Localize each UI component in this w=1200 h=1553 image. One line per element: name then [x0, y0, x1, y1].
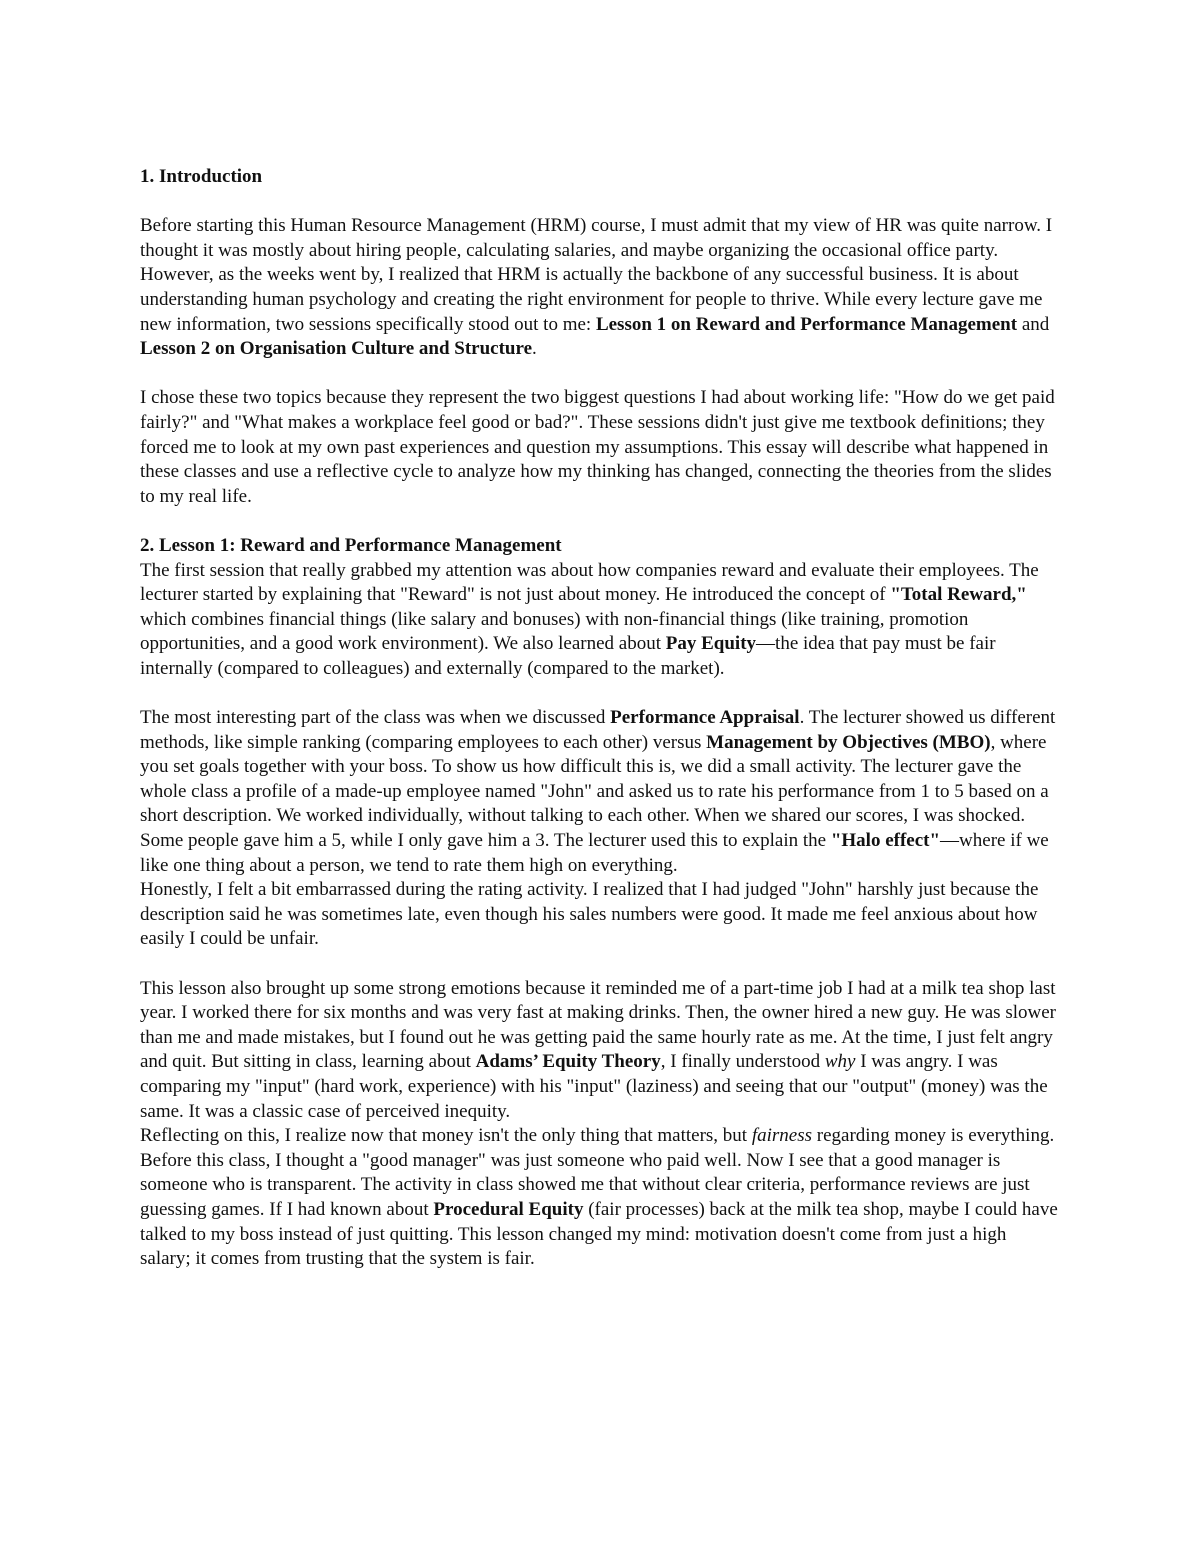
lesson1-paragraph-3: Honestly, I felt a bit embarrassed during the rating activity. I realized that I had judged "John" harshly just because the description said he was sometimes late, even though his sales numbers were good. It made me feel anxious about how easily I could be unfair.: [140, 879, 1039, 950]
spacer: [140, 509, 1060, 534]
text-run: , where you set goals together with your boss. To show us how difficult this is, we did a small activity. The lecturer gave the whole class a profile of a made-up employee named "John" and asked us to rate his performance from 1 to 5 based on a short description. We worked individually, without talking to each other. When we shared our scores, I was shocked. Some people gave him a 5, while I only gave him a 3. The lecturer used this to explain the: [140, 731, 1049, 852]
bold-mbo: Management by Objectives (MBO): [706, 731, 991, 753]
section-heading-introduction: 1. Introduction: [140, 166, 263, 187]
text-run: This lesson also brought up some strong emotions because it reminded me of a part-time job I had at a milk tea shop last year. I worked there for six months and was very fast at making drinks. Then, the owner hired a new guy. He was slower than me and made mistakes, but I found out he was getting paid the same hourly rate as me. At the time, I just felt angry and quit. But sitting in class, learning about: [140, 977, 1056, 1073]
text-run: which combines financial things (like salary and bonuses) with non-financial things (like training, promotion opportunities, and a good work environment). We also learned about: [140, 608, 969, 655]
bold-adams-equity-theory: Adams’ Equity Theory: [475, 1051, 661, 1073]
text-run: The first session that really grabbed my attention was about how companies reward and evaluate their employees. The lecturer started by explaining that "Reward" is not just about money. He introduced the concept of: [140, 559, 1039, 606]
text-run: —the idea that pay must be fair internally (compared to colleagues) and externally (compared to the market).: [140, 633, 996, 679]
text-run: —where if we like one thing about a person, we tend to rate them high on everything.: [140, 830, 1049, 876]
text-run: Reflecting on this, I realize now that money isn't the only thing that matters, but: [140, 1125, 752, 1147]
text-run: (fair processes) back at the milk tea shop, maybe I could have talked to my boss instead of just quitting. This lesson changed my mind: motivation doesn't come from just a high salary; it comes from trusting that the system is fair.: [140, 1198, 1058, 1270]
intro-paragraph-1: [140, 214, 1060, 362]
bold-halo-effect: "Halo effect": [830, 830, 941, 852]
text-run: .: [532, 338, 537, 360]
spacer: [140, 952, 1060, 977]
text-run: . The lecturer showed us different methods, like simple ranking (comparing employees to each other) versus: [140, 707, 1056, 753]
bold-performance-appraisal: Performance Appraisal: [610, 707, 800, 729]
intro-paragraph-2: I chose these two topics because they represent the two biggest questions I had about working life: "How do we get paid fairly?" and "What makes a workplace feel good or bad?". These sessions didn't just give me textbook definitions; they forced me to look at my own past experiences and question my assumptions. This essay will describe what happened in these classes and use a reflective cycle to analyze how my thinking has changed, connecting the theories from the slides to my real life.: [140, 387, 1055, 507]
italic-why: why: [824, 1051, 856, 1073]
bold-lesson-1: Lesson 1 on Reward and Performance Management: [595, 313, 1018, 335]
text-run: regarding money is everything. Before this class, I thought a "good manager" was just someone who paid well. Now I see that a good manager is someone who is transparent. The activity in class showed me that without clear criteria, performance reviews are just guessing games. If I had known about: [140, 1125, 1055, 1220]
lesson1-paragraph-2: [140, 706, 1060, 878]
text-run: , I finally understood: [660, 1051, 825, 1073]
lesson1-paragraph-4: [140, 977, 1060, 1125]
document-page: [140, 165, 1060, 1272]
text-run: The most interesting part of the class was when we discussed: [140, 707, 611, 729]
text-run: and: [1017, 313, 1050, 335]
lesson1-paragraph-1: [140, 559, 1060, 682]
lesson1-paragraph-5: [140, 1124, 1060, 1272]
italic-fairness: fairness: [751, 1125, 813, 1147]
bold-total-reward: "Total Reward,": [890, 584, 1027, 606]
spacer: [140, 681, 1060, 706]
bold-procedural-equity: Procedural Equity: [433, 1198, 584, 1220]
text-run: Before starting this Human Resource Management (HRM) course, I must admit that my view of HR was quite narrow. I thought it was mostly about hiring people, calculating salaries, and maybe organizing the occasional office party. However, as the weeks went by, I realized that HRM is actually the backbone of any successful business. It is about understanding human psychology and creating the right environment for people to thrive. While every lecture gave me new information, two sessions specifically stood out to me:: [140, 215, 1053, 335]
bold-pay-equity: Pay Equity: [665, 633, 757, 655]
text-run: I was angry. I was comparing my "input" (hard work, experience) with his "input" (laziness) and seeing that our "output" (money) was the same. It was a classic case of perceived inequity.: [140, 1051, 1048, 1122]
bold-lesson-2: Lesson 2 on Organisation Culture and Structure: [140, 338, 533, 360]
spacer: [140, 190, 1060, 215]
spacer: [140, 362, 1060, 387]
section-heading-lesson-1: 2. Lesson 1: Reward and Performance Management: [140, 534, 562, 556]
